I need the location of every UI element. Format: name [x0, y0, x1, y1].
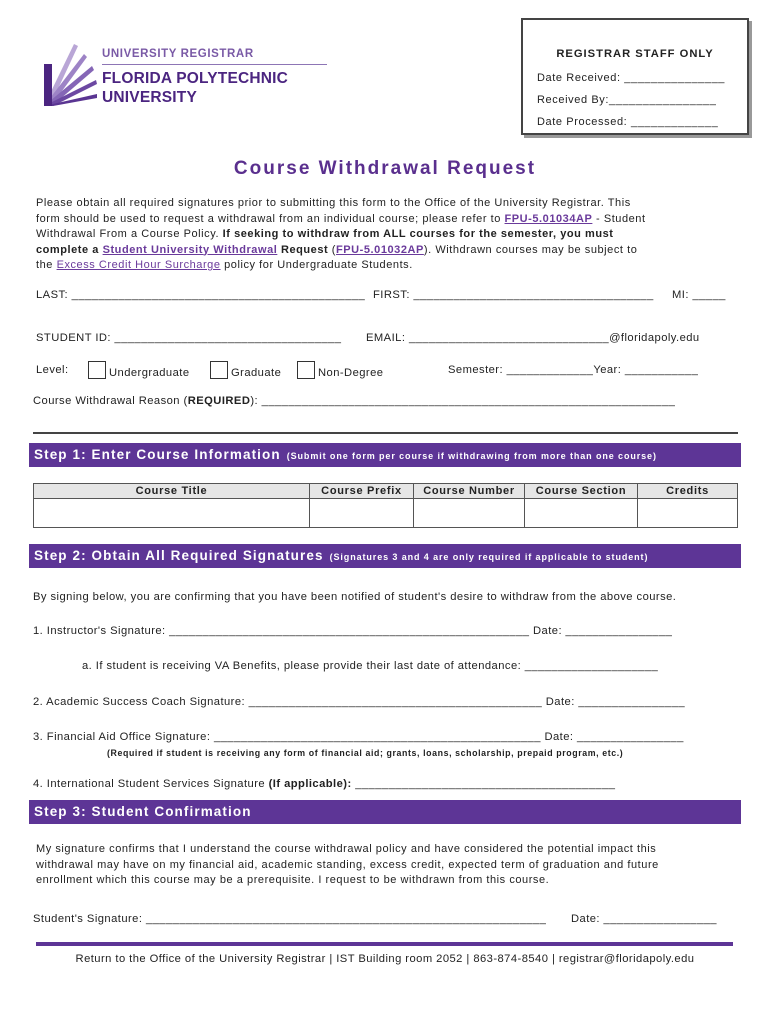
- logo-university-text-2: UNIVERSITY: [102, 89, 198, 106]
- student-signature-field[interactable]: Student's Signature: ____________________________________________________________: [33, 913, 547, 925]
- step3-header: [29, 800, 741, 824]
- registrar-staff-box: [521, 18, 749, 135]
- date-received-field[interactable]: Date Received: _______________: [537, 72, 726, 84]
- intro-text: ). Withdrawn courses may be subject to: [423, 243, 638, 256]
- form-title: Course Withdrawal Request: [233, 158, 537, 179]
- level-label: Level:: [36, 364, 69, 376]
- step2-intro: By signing below, you are confirming that you have been notified of student's desire to withdraw from the above course.: [33, 591, 677, 603]
- logo-university-text: FLORIDA POLYTECHNIC: [102, 70, 289, 87]
- intro-text: the: [36, 259, 57, 271]
- financial-aid-note: (Required if student is receiving any form of financial aid; grants, loans, scholarship, prepaid program, etc.): [107, 748, 624, 758]
- intro-emphasis: If seeking to withdraw from ALL courses for the semester, you must: [222, 228, 614, 240]
- withdrawal-reason-field[interactable]: [33, 395, 675, 407]
- level-undergraduate-option[interactable]: [88, 361, 190, 379]
- intro-emphasis: complete a: [36, 243, 103, 256]
- policy-link-fpu-5-01032ap[interactable]: FPU-5.01032AP: [336, 243, 424, 256]
- policy-link-fpu-5-01034ap[interactable]: FPU-5.01034AP: [504, 212, 593, 225]
- intro-text: Withdrawal From a Course Policy.: [36, 228, 223, 240]
- graduate-label: Graduate: [231, 367, 282, 379]
- course-info-table: [33, 483, 738, 528]
- step1-header: [29, 443, 741, 467]
- step3-title: Step 3: Student Confirmation: [34, 804, 252, 819]
- level-non-degree-option[interactable]: [297, 361, 383, 379]
- confirmation-paragraph: [36, 842, 736, 889]
- logo-fan-icon: [44, 44, 100, 110]
- international-signature-field[interactable]: [33, 778, 615, 790]
- non-degree-checkbox[interactable]: [297, 361, 315, 379]
- graduate-checkbox[interactable]: [210, 361, 228, 379]
- col-course-number: Course Number: [414, 484, 525, 499]
- intro-line-4: [36, 243, 736, 259]
- col-course-section: Course Section: [525, 484, 638, 499]
- logo-divider: [102, 64, 327, 65]
- confirmation-line-2: withdrawal may have on my financial aid, academic standing, excess credit, expected term of graduation and future: [36, 858, 659, 871]
- reason-line: ): ______________________________________________________________: [250, 395, 676, 407]
- confirmation-line-3: enrollment which this course may be a prerequisite. I request to be withdrawn from this course.: [36, 874, 550, 886]
- reason-line-2[interactable]: [33, 432, 738, 434]
- non-degree-label: Non-Degree: [318, 367, 384, 379]
- intro-line-2: [36, 212, 736, 228]
- intro-line-5: [36, 258, 736, 274]
- col-credits: Credits: [638, 484, 738, 499]
- intl-label: 4. International Student Services Signature: [33, 778, 269, 790]
- intro-text: (: [328, 243, 337, 256]
- course-prefix-cell[interactable]: [310, 499, 414, 528]
- step2-subtitle: (Signatures 3 and 4 are only required if applicable to student): [329, 552, 649, 562]
- student-withdrawal-link[interactable]: Student University Withdrawal: [102, 243, 278, 256]
- email-field[interactable]: EMAIL: ______________________________@floridapoly.edu: [366, 332, 700, 344]
- intl-applicable-label: (If applicable):: [268, 778, 352, 790]
- undergraduate-checkbox[interactable]: [88, 361, 106, 379]
- intro-text: policy for Undergraduate Students.: [220, 259, 413, 271]
- course-number-cell[interactable]: [414, 499, 525, 528]
- coach-signature-field[interactable]: 2. Academic Success Coach Signature: ____________________________________________ Date: ________________: [33, 696, 686, 708]
- university-logo: [44, 44, 294, 110]
- excess-credit-link[interactable]: Excess Credit Hour Surcharge: [56, 259, 221, 271]
- va-attendance-field[interactable]: a. If student is receiving VA Benefits, please provide their last date of attendance: ____________________: [82, 660, 659, 672]
- step1-title: Step 1: Enter Course Information: [34, 447, 281, 462]
- middle-initial-field[interactable]: MI: _____: [672, 289, 726, 301]
- semester-year-field[interactable]: Semester: _____________Year: ___________: [448, 364, 699, 376]
- intro-line-3: [36, 227, 736, 243]
- col-course-prefix: Course Prefix: [310, 484, 414, 499]
- course-title-cell[interactable]: [34, 499, 310, 528]
- staff-box-header: REGISTRAR STAFF ONLY: [556, 48, 714, 60]
- intro-line-1: Please obtain all required signatures prior to submitting this form to the Office of the University Registrar. This: [36, 197, 631, 209]
- intro-text: form should be used to request a withdrawal from an individual course; please refer to: [36, 212, 505, 225]
- received-by-field[interactable]: Received By:________________: [537, 94, 717, 106]
- intl-line: _______________________________________: [351, 778, 616, 790]
- last-name-field[interactable]: LAST: ____________________________________________: [36, 289, 366, 301]
- intro-text: - Student: [592, 212, 646, 225]
- student-id-field[interactable]: STUDENT ID: __________________________________: [36, 332, 342, 344]
- footer-contact: Return to the Office of the University Registrar | IST Building room 2052 | 863-874-8540 | registrar@floridapoly.edu: [75, 953, 695, 965]
- reason-label: Course Withdrawal Reason (: [33, 395, 188, 407]
- student-date-field[interactable]: Date: _________________: [571, 913, 717, 925]
- level-graduate-option[interactable]: [210, 361, 281, 379]
- first-name-field[interactable]: FIRST: ____________________________________: [373, 289, 654, 301]
- step2-title: Step 2: Obtain All Required Signatures: [34, 548, 324, 563]
- step2-header: [29, 544, 741, 568]
- step1-subtitle: (Submit one form per course if withdrawing from more than one course): [286, 451, 657, 461]
- credits-cell[interactable]: [638, 499, 738, 528]
- logo-registrar-text: UNIVERSITY REGISTRAR: [102, 48, 254, 60]
- undergraduate-label: Undergraduate: [109, 367, 190, 379]
- table-header-row: [34, 484, 738, 499]
- footer-divider: [36, 942, 733, 946]
- intro-emphasis: Request: [277, 243, 329, 256]
- reason-required-label: REQUIRED: [187, 395, 251, 407]
- table-row: [34, 499, 738, 528]
- instructor-signature-field[interactable]: 1. Instructor's Signature: ______________________________________________________ Date: ________________: [33, 625, 673, 637]
- financial-aid-signature-field[interactable]: 3. Financial Aid Office Signature: _________________________________________________ Date: ________________: [33, 731, 684, 743]
- col-course-title: Course Title: [34, 484, 310, 499]
- date-processed-field[interactable]: Date Processed: _____________: [537, 116, 719, 128]
- confirmation-line-1: My signature confirms that I understand the course withdrawal policy and have considered the potential impact this: [36, 843, 657, 855]
- intro-paragraph: [36, 196, 736, 274]
- course-section-cell[interactable]: [525, 499, 638, 528]
